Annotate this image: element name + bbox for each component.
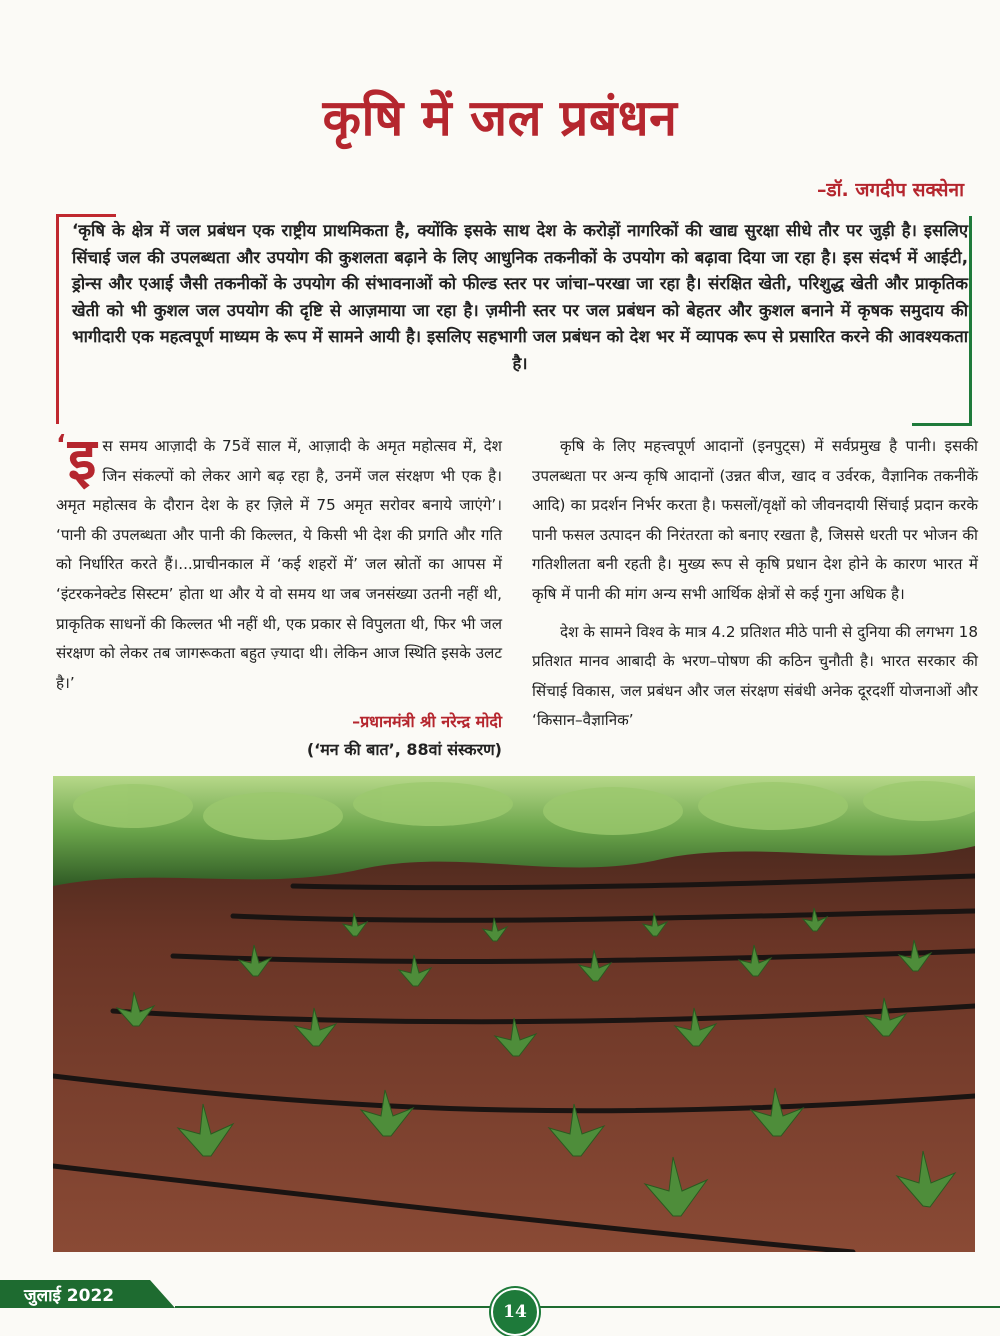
dropcap-letter: इ: [67, 425, 97, 493]
issue-date: जुलाई 2022: [24, 1286, 115, 1306]
opening-quote-mark: ‘: [56, 430, 66, 460]
footer-rule: [175, 1306, 1000, 1308]
abstract-border-green-bottom: [912, 423, 972, 426]
right-column: [532, 432, 978, 736]
quote-attribution: –प्रधानमंत्री श्री नरेन्द्र मोदी: [352, 712, 502, 731]
abstract-border-red: [56, 214, 59, 424]
quote-source: (‘मन की बात’, 88वां संस्करण): [306, 740, 502, 759]
page-number: 14: [491, 1288, 539, 1336]
article-author: –डॉ. जगदीप सक्सेना: [816, 179, 964, 201]
article-abstract: ‘कृषि के क्षेत्र में जल प्रबंधन एक राष्ट्रीय प्राथमिकता है, क्योंकि इसके साथ देश के करोड़ों नागरिकों की खाद्य सुरक्षा सीधे तौर पर जुड़ी है। इसलिए सिंचाई जल की उपलब्धता और उपयोग की कुशलता बढ़ाने के लिए आधुनिक तकनीकों के उपयोग को बढ़ावा दिया जा रहा है। इस संदर्भ में आईटी, ड्रोन्स और एआई जैसी तकनीकों के उपयोग की संभावनाओं को फील्ड स्तर पर जांचा–परखा जा रहा है। संरक्षित खेती, परिशुद्ध खेती और प्राकृतिक खेती को भी कुशल जल उपयोग की दृष्टि से आज़माया जा रहा है। ज़मीनी स्तर पर जल प्रबंधन को बेहतर और कुशल बनाने में कृषक समुदाय की भागीदारी एक महत्वपूर्ण माध्यम के रूप में सामने आयी है। इसलिए सहभागी जल प्रबंधन को देश भर में व्यापक रूप से प्रसारित करने की आवश्यकता है।: [72, 221, 968, 373]
article-title: कृषि में जल प्रबंधन: [322, 89, 678, 147]
abstract-border-red-top: [56, 214, 116, 217]
left-column-quote: [56, 425, 502, 698]
right-paragraph-1: कृषि के लिए महत्त्वपूर्ण आदानों (इनपुट्स) में सर्वप्रमुख है पानी। इसकी उपलब्धता पर अन्य कृषि आदानों (उन्नत बीज, खाद व उर्वरक, वैज्ञानिक तकनीकें आदि) का प्रदर्शन निर्भर करता है। फसलों/वृक्षों को जीवनदायी सिंचाई प्रदान करके पानी फसल उत्पादन की निरंतरता को बनाए रखता है, जिससे धरती पर भोजन की गतिशीलता बनी रहती है। मुख्य रूप से कृषि प्रधान देश होने के कारण भारत में कृषि में पानी की मांग अन्य सभी आर्थिक क्षेत्रों से कई गुना अधिक है।: [532, 437, 978, 603]
drip-irrigation-field-photo: [53, 776, 975, 1252]
abstract-border-green: [969, 216, 972, 426]
field-photo-illustration: [53, 776, 975, 1252]
right-paragraph-2: देश के सामने विश्व के मात्र 4.2 प्रतिशत मीठे पानी से दुनिया की लगभग 18 प्रतिशत मानव आबादी के भरण–पोषण की कठिन चुनौती है। भारत सरकार की सिंचाई विकास, जल प्रबंधन और जल संरक्षण संबंधी अनेक दूरदर्शी योजनाओं और ‘किसान–वैज्ञानिक’: [532, 622, 978, 730]
left-column-text: स समय आज़ादी के 75वें साल में, आज़ादी के अमृत महोत्सव में, देश जिन संकल्पों को लेकर आगे बढ़ रहा है, उनमें जल संरक्षण भी एक है। अमृत महोत्सव के दौरान देश के हर ज़िले में 75 अमृत सरोवर बनाये जाएंगे’। ‘पानी की उपलब्धता और पानी की किल्लत, ये किसी भी देश की प्रगति और गति को निर्धारित करते हैं।...प्राचीनकाल में ‘कई शहरों में’ जल स्रोतों का आपस में ‘इंटरकनेक्टेड सिस्टम’ होता था और ये वो समय था जब जनसंख्या उतनी नहीं थी, प्राकृतिक साधनों की किल्लत भी नहीं थी, एक प्रकार से विपुलता थी, फिर भी जल संरक्षण को लेकर तब जागरूकता बहुत ज़्यादा थी। लेकिन आज स्थिति इसके उलट है।’: [56, 437, 502, 692]
